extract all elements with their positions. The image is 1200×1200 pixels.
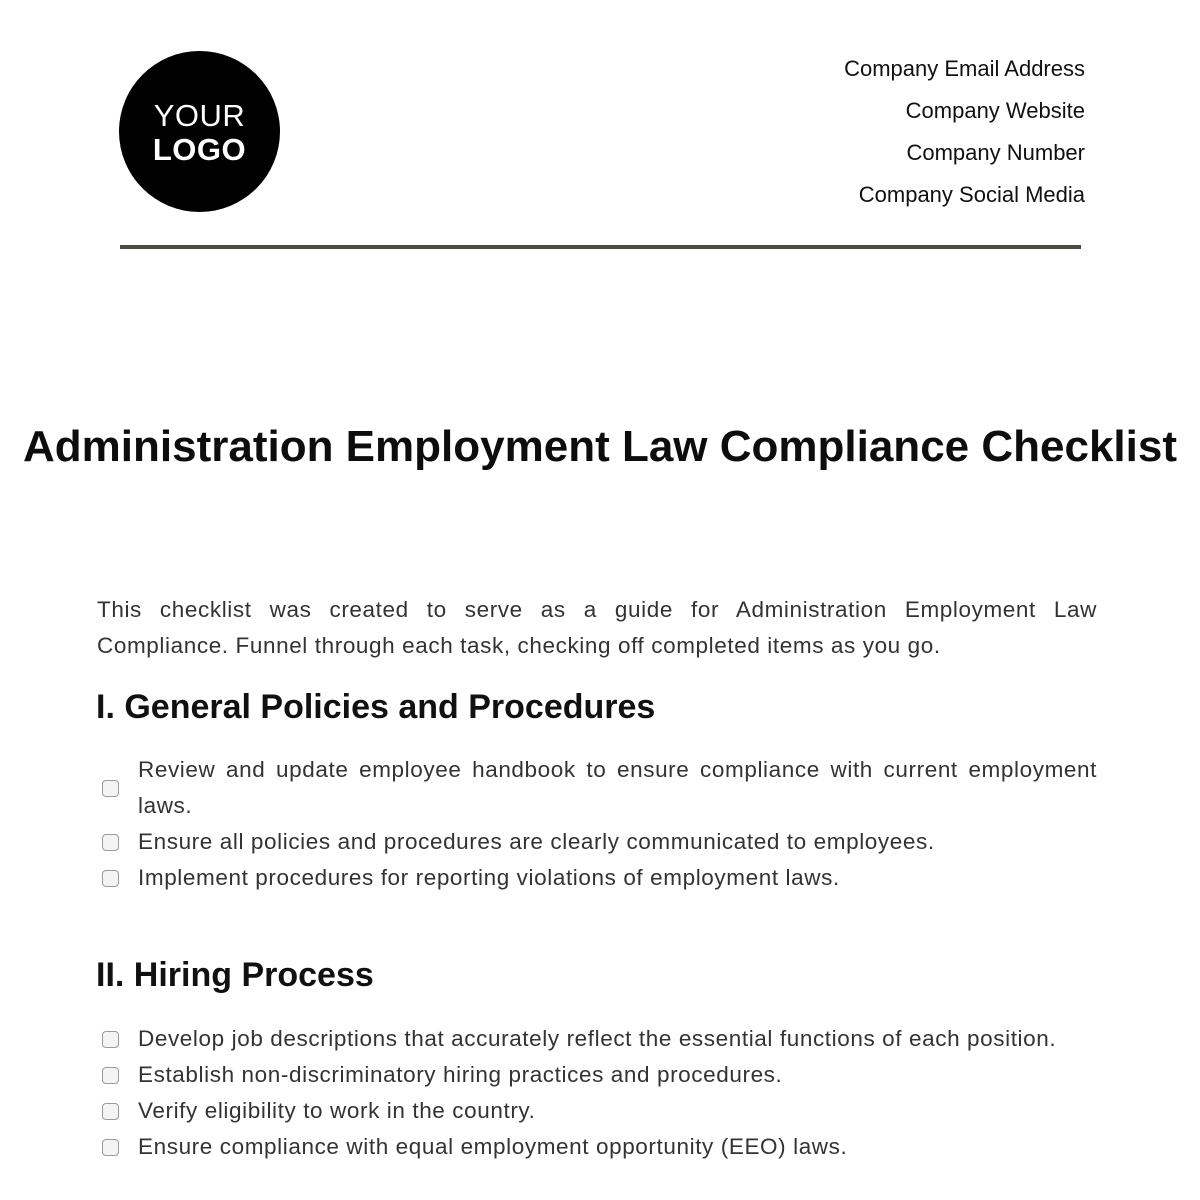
company-social-media: Company Social Media bbox=[858, 182, 1085, 207]
checklist-item bbox=[102, 1129, 1097, 1165]
checklist-hiring-process bbox=[102, 1021, 1097, 1165]
checklist-item bbox=[102, 1021, 1097, 1057]
checklist-item bbox=[102, 824, 1097, 860]
checklist-item-text: Verify eligibility to work in the country. bbox=[138, 1098, 536, 1123]
company-logo bbox=[119, 51, 280, 212]
company-email: Company Email Address bbox=[844, 56, 1085, 81]
checkbox[interactable] bbox=[102, 1139, 119, 1156]
company-number: Company Number bbox=[906, 140, 1085, 165]
checklist-item-text: Ensure compliance with equal employment opportunity (EEO) laws. bbox=[138, 1134, 848, 1159]
checklist-item-text: Implement procedures for reporting violations of employment laws. bbox=[138, 865, 840, 890]
header-divider bbox=[120, 245, 1081, 249]
checklist-item bbox=[102, 1057, 1097, 1093]
checkbox[interactable] bbox=[102, 1031, 119, 1048]
checklist-item-text: Ensure all policies and procedures are clearly communicated to employees. bbox=[138, 829, 935, 854]
checklist-item-text: Establish non-discriminatory hiring practices and procedures. bbox=[138, 1062, 783, 1087]
logo-line-1: YOUR bbox=[153, 98, 246, 133]
checkbox[interactable] bbox=[102, 1067, 119, 1084]
checklist-item bbox=[102, 1093, 1097, 1129]
company-contact-block bbox=[844, 55, 1085, 223]
section-heading-hiring-process: II. Hiring Process bbox=[96, 956, 374, 994]
logo-line-2: LOGO bbox=[152, 132, 247, 167]
checklist-item bbox=[102, 860, 1097, 896]
checkbox[interactable] bbox=[102, 780, 119, 797]
company-website: Company Website bbox=[905, 98, 1085, 123]
checklist-item bbox=[102, 752, 1097, 824]
checkbox[interactable] bbox=[102, 870, 119, 887]
checklist-general-policies bbox=[102, 752, 1097, 896]
checklist-item-text: Develop job descriptions that accurately reflect the essential functions of each position. bbox=[138, 1026, 1057, 1051]
checkbox[interactable] bbox=[102, 834, 119, 851]
section-heading-general-policies: I. General Policies and Procedures bbox=[96, 688, 656, 726]
intro-paragraph: This checklist was created to serve as a guide for Administration Employment Law Compliance. Funnel through each task, checking off completed items as you go. bbox=[97, 597, 1097, 658]
document-title: Administration Employment Law Compliance Checklist bbox=[23, 422, 1177, 471]
checkbox[interactable] bbox=[102, 1103, 119, 1120]
checklist-item-text: Review and update employee handbook to ensure compliance with current employment laws. bbox=[138, 757, 1097, 818]
